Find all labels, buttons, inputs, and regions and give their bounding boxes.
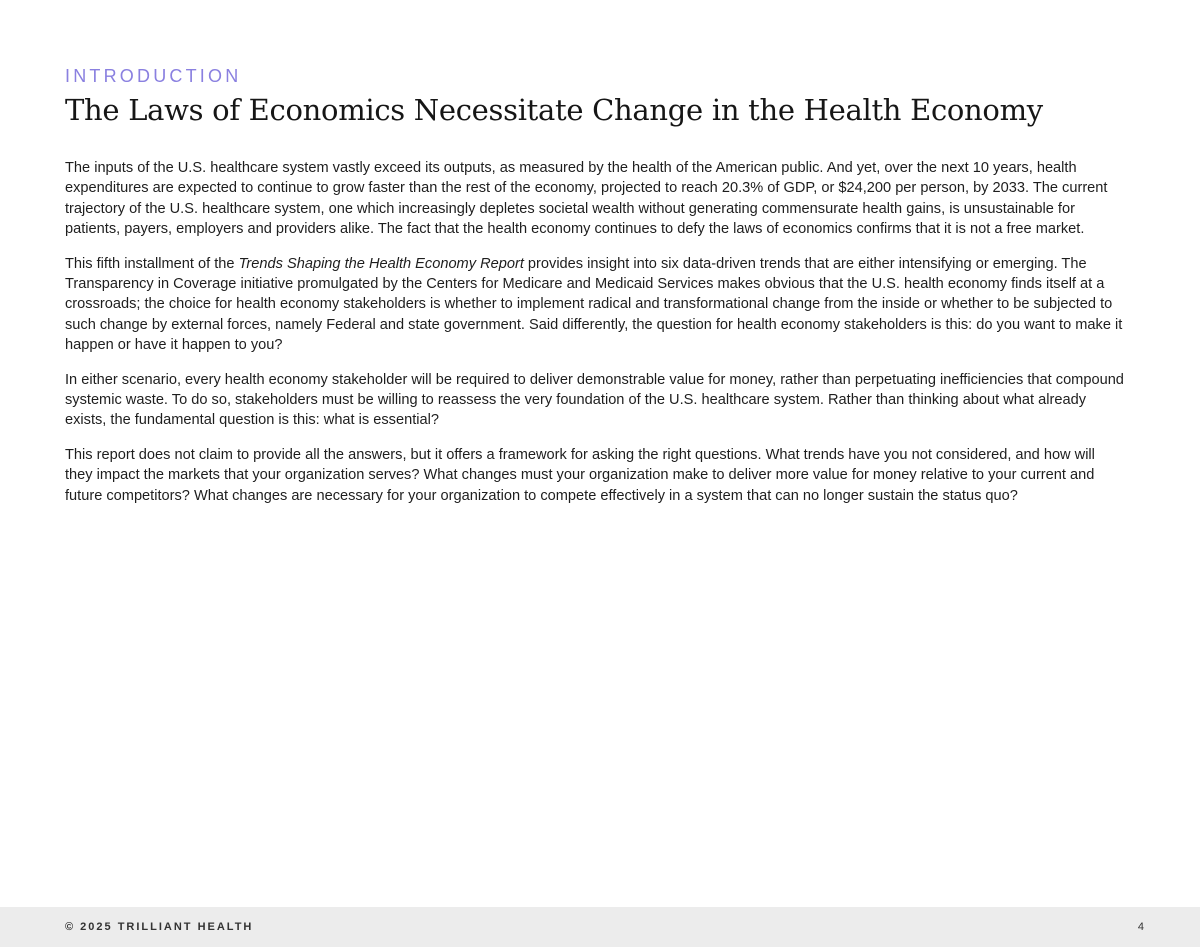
page-footer [0,907,1200,947]
page-content [65,66,1125,520]
section-label: INTRODUCTION [65,66,242,86]
paragraph-1: The inputs of the U.S. healthcare system vastly exceed its outputs, as measured by the health of the American public. And yet, over the next 10 years, health expenditures are expected to continue to grow faster than the rest of the economy, projected to reach 20.3% of GDP, or $24,200 per person, by 2033. The current trajectory of the U.S. healthcare system, one which increasingly depletes societal wealth without generating commensurate health gains, is unsustainable for patients, payers, employers and providers alike. The fact that the health economy continues to defy the laws of economics confirms that it is not a free market. [65,160,1108,238]
report-title-italic: Trends Shaping the Health Economy Report [238,255,524,272]
footer-copyright: © 2025 TRILLIANT HEALTH [65,921,254,933]
paragraph-2 [65,254,1125,356]
footer-page-number: 4 [1137,921,1144,933]
paragraph-2-body: provides insight into six data-driven trends that are either intensifying or emerging. The Transparency in Coverage initiative promulgated by the Centers for Medicare and Medicaid Services makes obvious that the U.S. health economy finds itself at a crossroads; the choice for health economy stakeholders is whether to implement radical and transformational change from the inside or whether to be subjected to such change by external forces, namely Federal and state government. Said differently, the question for health economy stakeholders is this: do you want to make it happen or have it happen to you? [65,255,1123,354]
paragraph-3: In either scenario, every health economy stakeholder will be required to deliver demonstrable value for money, rather than perpetuating inefficiencies that compound systemic waste. To do so, stakeholders must be willing to reassess the very foundation of the U.S. healthcare system. Rather than thinking about what already exists, the fundamental question is this: what is essential? [65,371,1124,429]
page-title: The Laws of Economics Necessitate Change in the Health Economy [65,93,1043,127]
paragraph-4: This report does not claim to provide all the answers, but it offers a framework for asking the right questions. What trends have you not considered, and how will they impact the markets that your organization serves? What changes must your organization make to deliver more value for money relative to your current and future competitors? What changes are necessary for your organization to compete effectively in a system that can no longer sustain the status quo? [65,446,1095,504]
paragraph-2-intro: This fifth installment of the [65,255,239,272]
